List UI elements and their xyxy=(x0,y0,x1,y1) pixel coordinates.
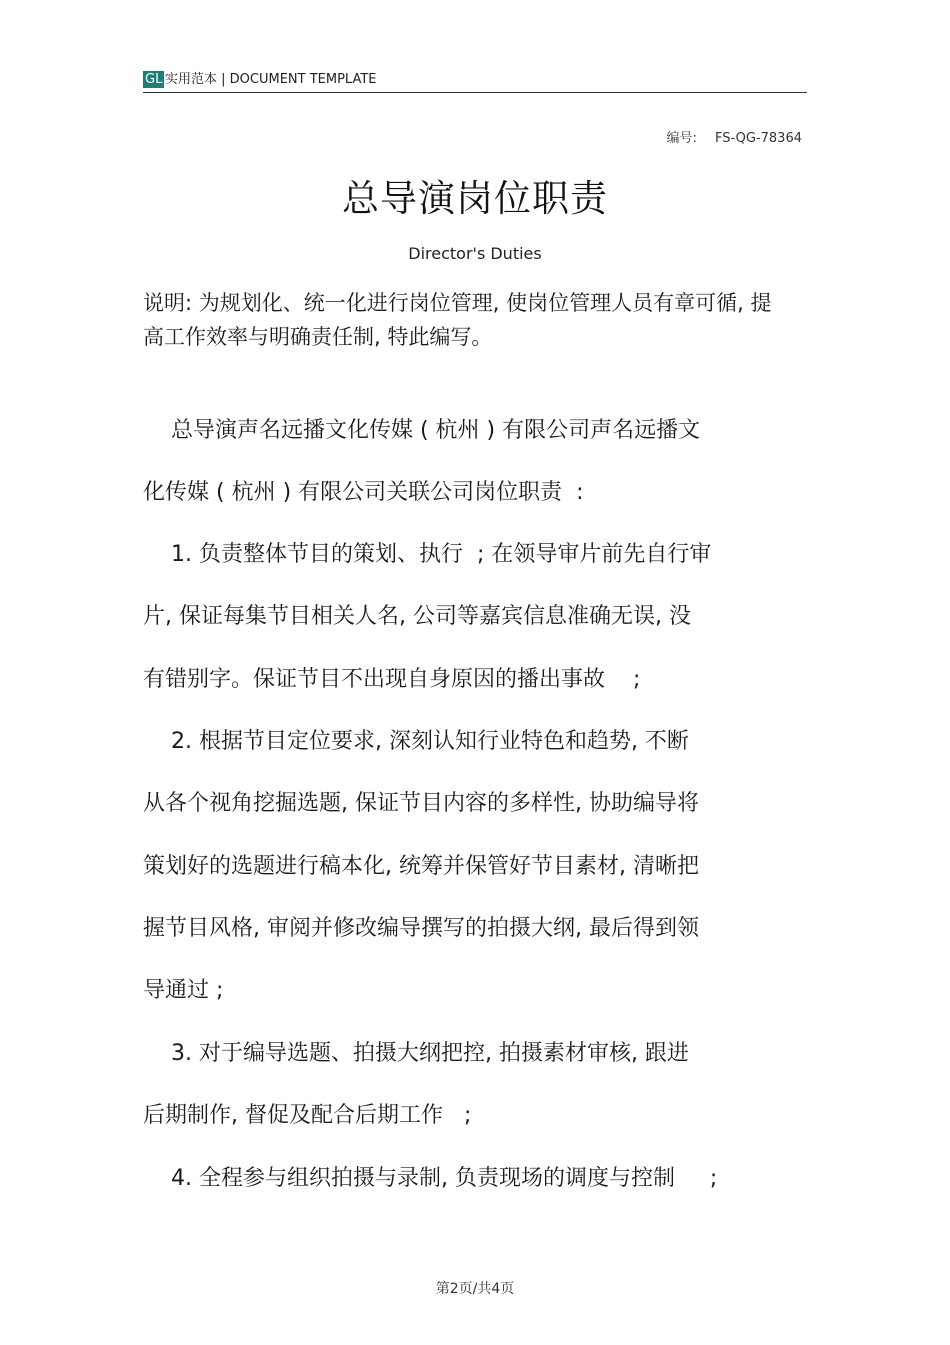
body-line: 策划好的选题进行稿本化, 统筹并保管好节目素材, 清晰把 xyxy=(143,854,699,879)
document-number xyxy=(666,127,802,146)
body-line: 总导演声名远播文化传媒 ( 杭州 ) 有限公司声名远播文 xyxy=(143,418,701,443)
body-line: 有错别字。保证节目不出现自身原因的播出事故 ; xyxy=(143,667,641,692)
body-line: 片, 保证每集节目相关人名, 公司等嘉宾信息准确无误, 没 xyxy=(143,604,691,629)
body-line: 化传媒 ( 杭州 ) 有限公司关联公司岗位职责 : xyxy=(143,480,584,505)
body-line: 4. 全程参与组织拍摄与录制, 负责现场的调度与控制 ; xyxy=(143,1166,718,1191)
body-line: 从各个视角挖掘选题, 保证节目内容的多样性, 协助编导将 xyxy=(143,791,699,816)
header-template-label: 实用范本 | DOCUMENT TEMPLATE xyxy=(165,72,377,87)
body-line: 2. 根据节目定位要求, 深刻认知行业特色和趋势, 不断 xyxy=(143,729,689,754)
document-number-label: 编号: xyxy=(666,131,697,146)
page-title: 总导演岗位职责 xyxy=(342,177,608,220)
document-header xyxy=(143,70,807,93)
gl-logo-badge: GL xyxy=(145,72,163,87)
page-footer-pagination: 第2页/共4页 xyxy=(435,1281,515,1297)
body-line: 后期制作, 督促及配合后期工作 ; xyxy=(143,1103,472,1128)
document-number-value: FS-QG-78364 xyxy=(714,131,802,146)
body-line: 1. 负责整体节目的策划、执行 ; 在领导审片前先自行审 xyxy=(143,542,712,567)
body-line: 握节目风格, 审阅并修改编导撰写的拍摄大纲, 最后得到领 xyxy=(143,916,699,941)
body-line: 导通过 ; xyxy=(143,978,224,1003)
page-subtitle: Director's Duties xyxy=(408,244,542,263)
body-line: 3. 对于编导选题、拍摄大纲把控, 拍摄素材审核, 跟进 xyxy=(143,1041,689,1066)
description-note: 说明: 为规划化、统一化进行岗位管理, 使岗位管理人员有章可循, 提高工作效率与明确责任制, 特此编写。 xyxy=(143,291,772,349)
